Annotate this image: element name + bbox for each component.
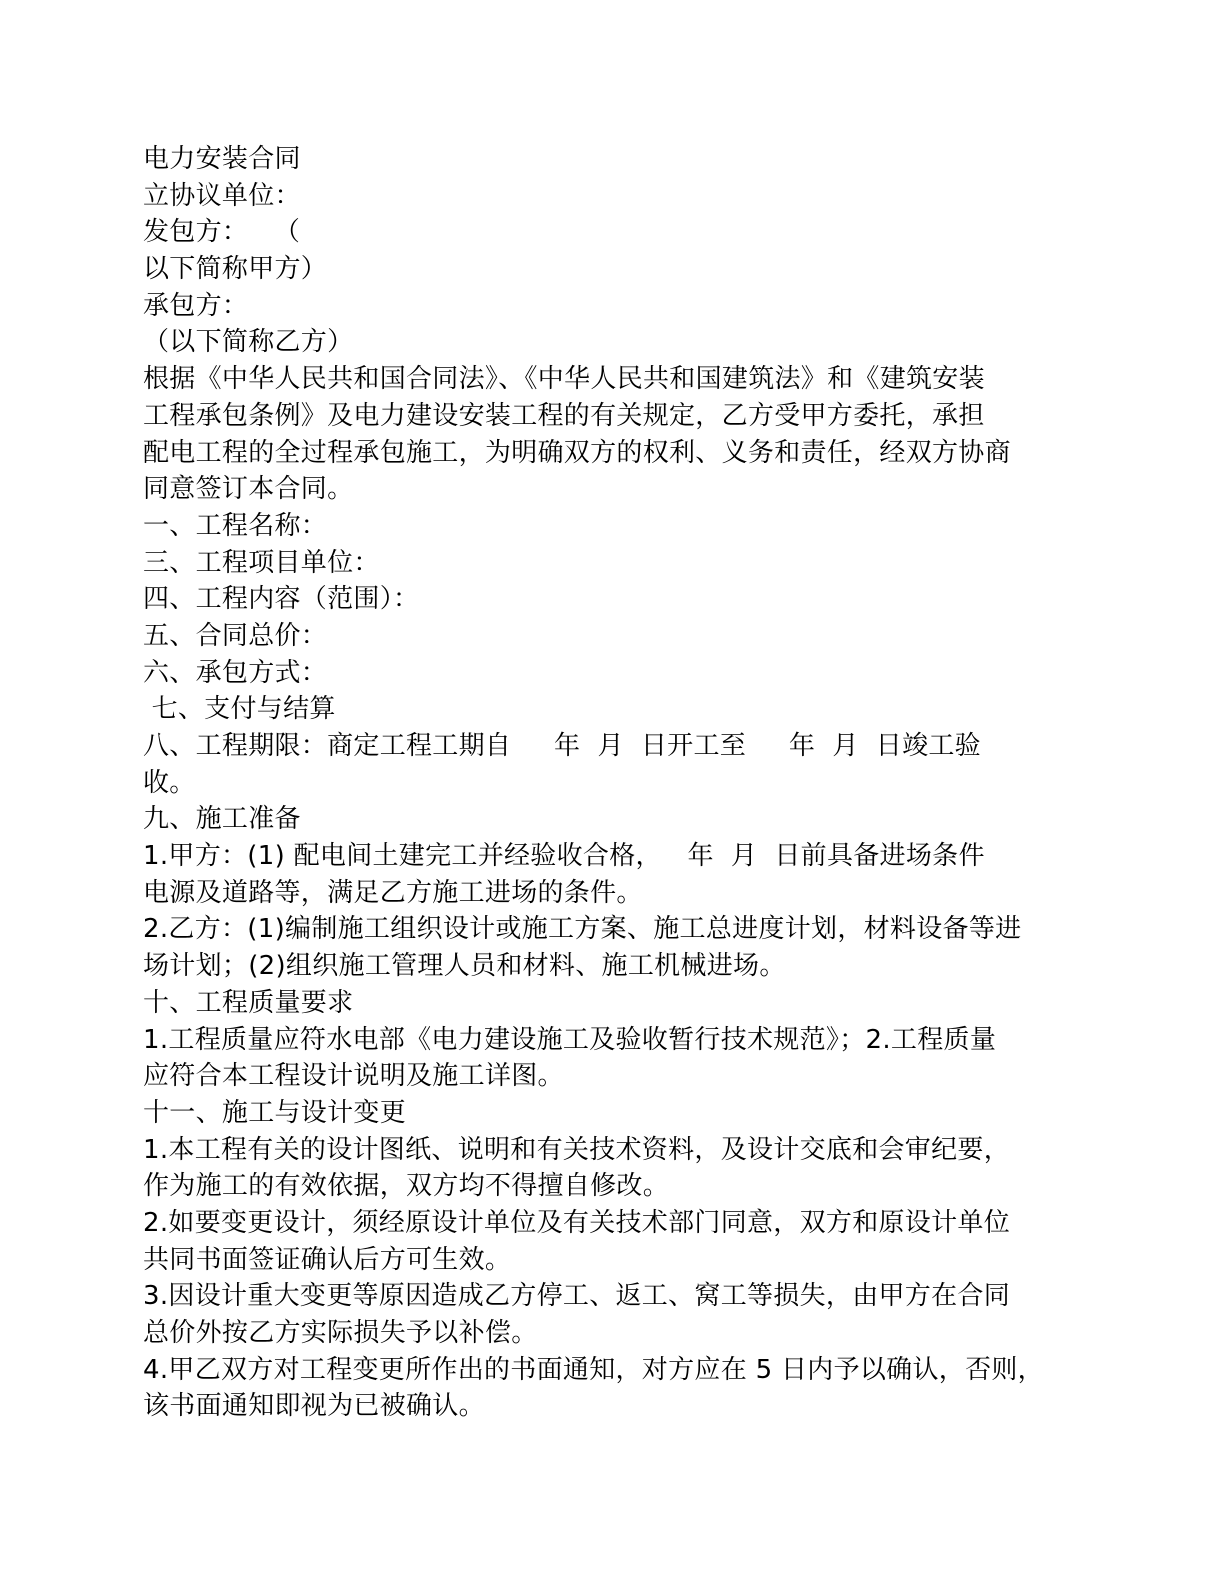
- text-line: 承包方：: [143, 290, 249, 321]
- text-line: 1.本工程有关的设计图纸、说明和有关技术资料，及设计交底和会审纪要，: [143, 1134, 1011, 1165]
- text-line: 电源及道路等，满足乙方施工进场的条件。: [143, 877, 643, 908]
- text-line: 立协议单位：: [143, 180, 301, 211]
- section-heading: 十一、施工与设计变更: [143, 1097, 407, 1128]
- text-line: 4.甲乙双方对工程变更所作出的书面通知，对方应在 5 日内予以确认，否则，: [143, 1354, 1044, 1385]
- section-heading: 九、施工准备: [143, 804, 301, 835]
- section-heading: 三、工程项目单位：: [143, 547, 380, 578]
- text-line: 总价外按乙方实际损失予以补偿。: [143, 1318, 538, 1348]
- section-heading: 四、工程内容（范围）：: [143, 584, 420, 615]
- text-line: 场计划；(2)组织施工管理人员和材料、施工机械进场。: [143, 951, 786, 982]
- text-line: 配电工程的全过程承包施工，为明确双方的权利、义务和责任，经双方协商: [143, 437, 1011, 468]
- text-line: 工程承包条例》及电力建设安装工程的有关规定，乙方受甲方委托，承担: [143, 400, 985, 431]
- text-line: 发包方： （: [143, 217, 301, 248]
- section-heading: 一、工程名称：: [143, 510, 328, 541]
- text-line: 根据《中华人民共和国合同法》、《中华人民共和国建筑法》和《建筑安装: [143, 364, 985, 395]
- text-line: 共同书面签证确认后方可生效。: [143, 1244, 512, 1275]
- section-heading: 五、合同总价：: [143, 620, 328, 651]
- text-line: 以下简称甲方）: [143, 254, 328, 285]
- section-heading: 六、承包方式：: [143, 657, 328, 688]
- text-line: （以下简称乙方）: [143, 327, 354, 358]
- text-line: 应符合本工程设计说明及施工详图。: [143, 1061, 564, 1092]
- section-heading: 十、工程质量要求: [143, 987, 354, 1018]
- text-line: 同意签订本合同。: [143, 474, 354, 505]
- contract-title: 电力安装合同: [143, 144, 301, 174]
- text-line: 1.甲方：(1) 配电间土建完工并经验收合格， 年 月 日前具备进场条件: [143, 841, 985, 872]
- text-line: 2.乙方：(1)编制施工组织设计或施工方案、施工总进度计划，材料设备等进: [143, 914, 1022, 945]
- text-line: 作为施工的有效依据，双方均不得擅自修改。: [143, 1171, 670, 1202]
- text-line: 3.因设计重大变更等原因造成乙方停工、返工、窝工等损失，由甲方在合同: [143, 1281, 1011, 1312]
- section-heading: 八、工程期限：商定工程工期自 年 月 日开工至 年 月 日竣工验: [143, 731, 981, 761]
- contract-text: [143, 141, 1083, 1425]
- text-line: 2.如要变更设计，须经原设计单位及有关技术部门同意，双方和原设计单位: [143, 1207, 1011, 1238]
- text-line: 该书面通知即视为已被确认。: [143, 1391, 485, 1422]
- text-line: 1.工程质量应符水电部《电力建设施工及验收暂行技术规范》；2.工程质量: [143, 1024, 997, 1055]
- text-line: 收。: [143, 767, 196, 798]
- section-heading: 七、支付与结算: [143, 694, 336, 725]
